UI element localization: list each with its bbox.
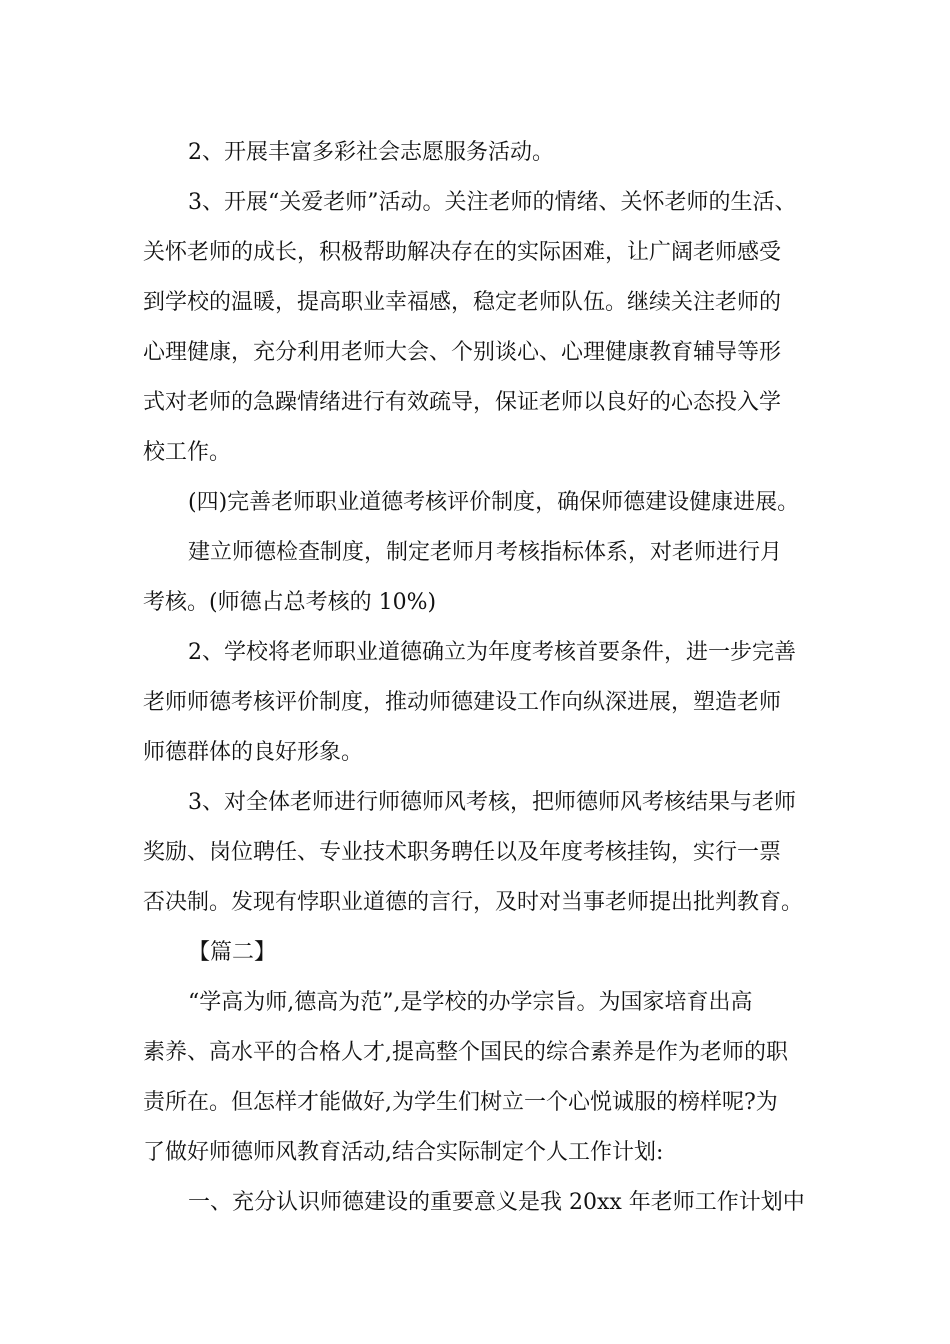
paragraph-annual-assessment [143, 628, 813, 778]
text-line: “学高为师,德高为范”,是学校的办学宗旨。为国家培育出高 [188, 990, 753, 1015]
text-line: 2、学校将老师职业道德确立为年度考核首要条件，进一步完善 [188, 640, 796, 665]
text-line: 关怀老师的成长，积极帮助解决存在的实际困难，让广阔老师感受 [143, 240, 782, 265]
section-heading-part-two [143, 928, 813, 978]
paragraph-volunteer-activities [143, 128, 813, 178]
text-line: 2、开展丰富多彩社会志愿服务活动。 [188, 140, 554, 165]
text-line: 一、充分认识师德建设的重要意义是我 20xx 年老师工作计划中 [188, 1190, 805, 1215]
document-body [143, 128, 813, 1228]
text-line: 奖励、岗位聘任、专业技术职务聘任以及年度考核挂钩，实行一票 [143, 840, 782, 865]
text-line: 3、开展“关爱老师”活动。关注老师的情绪、关怀老师的生活、 [188, 190, 797, 215]
paragraph-school-motto [143, 978, 813, 1178]
text-line: 考核。(师德占总考核的 10%) [143, 590, 437, 615]
text-line: 建立师德检查制度，制定老师月考核指标体系，对老师进行月 [188, 540, 783, 565]
text-line: 责所在。但怎样才能做好,为学生们树立一个心悦诚服的榜样呢?为 [143, 1090, 778, 1115]
text-line: 了做好师德师风教育活动,结合实际制定个人工作计划: [143, 1140, 664, 1165]
text-line: 老师师德考核评价制度，推动师德建设工作向纵深进展，塑造老师 [143, 690, 782, 715]
text-line: 素养、高水平的合格人才,提高整个国民的综合素养是作为老师的职 [143, 1040, 788, 1065]
paragraph-veto-system [143, 778, 813, 928]
paragraph-section-four-heading [143, 478, 813, 528]
text-line: 到学校的温暖，提高职业幸福感，稳定老师队伍。继续关注老师的 [143, 290, 782, 315]
paragraph-point-one [143, 1178, 813, 1228]
text-line: (四)完善老师职业道德考核评价制度，确保师德建设健康进展。 [188, 490, 800, 515]
text-line: 校工作。 [143, 440, 232, 465]
text-line: 否决制。发现有悖职业道德的言行，及时对当事老师提出批判教育。 [143, 890, 804, 915]
paragraph-inspection-system [143, 528, 813, 628]
text-line: 式对老师的急躁情绪进行有效疏导，保证老师以良好的心态投入学 [143, 390, 782, 415]
text-line: 师德群体的良好形象。 [143, 740, 364, 765]
paragraph-care-for-teachers [143, 178, 813, 478]
text-line: 3、对全体老师进行师德师风考核，把师德师风考核结果与老师 [188, 790, 796, 815]
text-line: 心理健康，充分利用老师大会、个别谈心、心理健康教育辅导等形 [143, 340, 782, 365]
section-heading: 【篇二】 [188, 940, 277, 965]
